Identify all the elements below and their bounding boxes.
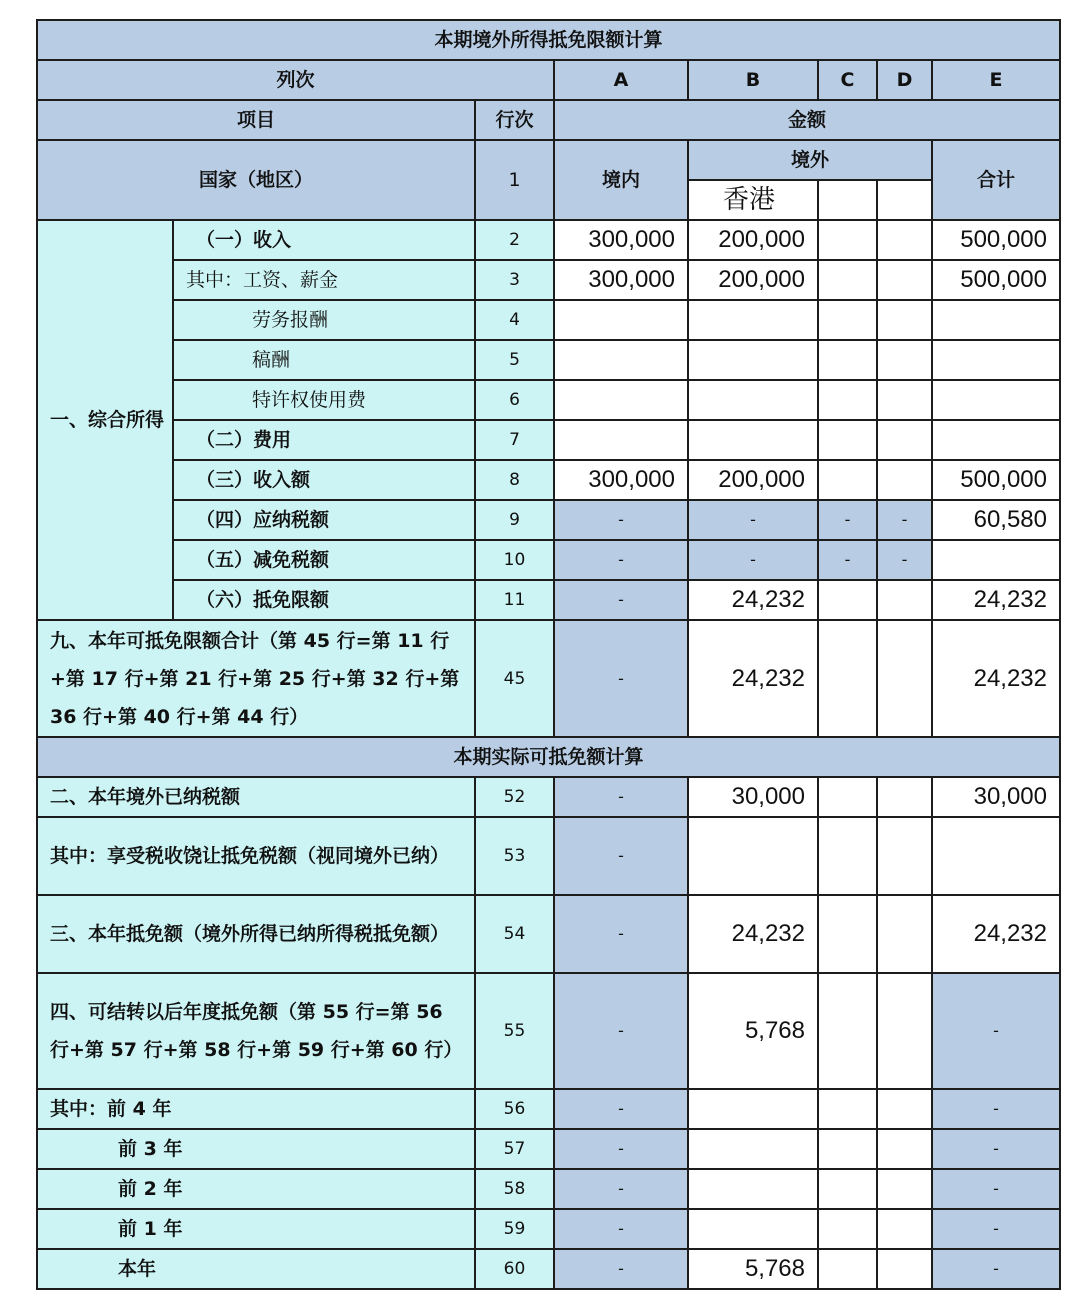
cell-b: 24,232 <box>688 580 818 620</box>
cell-a: - <box>554 973 688 1089</box>
cell-b: - <box>688 540 818 580</box>
cell-e <box>932 340 1060 380</box>
cell-e: 24,232 <box>932 580 1060 620</box>
cell-d <box>877 1209 932 1249</box>
cell-c <box>818 300 877 340</box>
table-row <box>37 380 1060 420</box>
cell-a: - <box>554 1209 688 1249</box>
cell-b <box>688 300 818 340</box>
cell-d <box>877 895 932 973</box>
cell-e: - <box>932 973 1060 1089</box>
cell-b: 5,768 <box>688 1249 818 1289</box>
tax-credit-table <box>36 19 1061 1290</box>
cell-b: 30,000 <box>688 777 818 817</box>
cell-c <box>818 420 877 460</box>
cell-d <box>877 1089 932 1129</box>
total-header: 合计 <box>932 140 1060 220</box>
row-line-no: 8 <box>475 460 554 500</box>
cell-d <box>877 220 932 260</box>
overseas-header: 境外 <box>688 140 932 180</box>
cell-b <box>688 1129 818 1169</box>
cell-c <box>818 620 877 737</box>
table-row <box>37 895 1060 973</box>
cell-a <box>554 300 688 340</box>
cell-d <box>877 300 932 340</box>
row-label: 四、可结转以后年度抵免额（第 55 行=第 56 行+第 57 行+第 58 行+第 59 行+第 60 行） <box>37 973 475 1089</box>
table-row <box>37 973 1060 1089</box>
cell-e: - <box>932 1129 1060 1169</box>
cell-a: 300,000 <box>554 460 688 500</box>
column-order-header: 列次 <box>37 60 554 100</box>
country-blank-d <box>877 180 932 220</box>
cell-b: 200,000 <box>688 220 818 260</box>
cell-c <box>818 380 877 420</box>
table-row <box>37 420 1060 460</box>
cell-d <box>877 817 932 895</box>
country-blank-c <box>818 180 877 220</box>
row-line-no: 4 <box>475 300 554 340</box>
cell-a: 300,000 <box>554 260 688 300</box>
row-label: （三）收入额 <box>173 460 475 500</box>
cell-c <box>818 580 877 620</box>
cell-e: 500,000 <box>932 220 1060 260</box>
row-label: 其中：工资、薪金 <box>173 260 475 300</box>
row-line-no: 60 <box>475 1249 554 1289</box>
table-row <box>37 340 1060 380</box>
cell-b <box>688 817 818 895</box>
table-row <box>37 1129 1060 1169</box>
cell-d <box>877 580 932 620</box>
cell-b: - <box>688 500 818 540</box>
row-label: （六）抵免限额 <box>173 580 475 620</box>
cell-d <box>877 777 932 817</box>
line-no-header: 行次 <box>475 100 554 140</box>
table-row <box>37 620 1060 737</box>
cell-c: - <box>818 540 877 580</box>
cell-a: - <box>554 540 688 580</box>
cell-c <box>818 817 877 895</box>
cell-c <box>818 895 877 973</box>
cell-a: - <box>554 580 688 620</box>
cell-b <box>688 340 818 380</box>
cell-d <box>877 260 932 300</box>
cell-a <box>554 380 688 420</box>
cell-a: - <box>554 895 688 973</box>
row-line-no: 58 <box>475 1169 554 1209</box>
cell-a: - <box>554 1249 688 1289</box>
cell-e: 60,580 <box>932 500 1060 540</box>
row-label: 其中：前 4 年 <box>37 1089 475 1129</box>
cell-b: 200,000 <box>688 260 818 300</box>
cell-a: - <box>554 1129 688 1169</box>
row-line-no: 6 <box>475 380 554 420</box>
cell-c <box>818 777 877 817</box>
cell-c <box>818 1169 877 1209</box>
cell-e <box>932 817 1060 895</box>
cell-a: - <box>554 1089 688 1129</box>
row-line-no: 11 <box>475 580 554 620</box>
row-line-no: 57 <box>475 1129 554 1169</box>
country-region-header: 国家（地区） <box>37 140 475 220</box>
cell-e: - <box>932 1169 1060 1209</box>
cell-d <box>877 340 932 380</box>
cell-c <box>818 973 877 1089</box>
cell-b <box>688 420 818 460</box>
row-line-no: 10 <box>475 540 554 580</box>
table-row <box>37 300 1060 340</box>
cell-c <box>818 340 877 380</box>
cell-e: - <box>932 1209 1060 1249</box>
cell-b: 200,000 <box>688 460 818 500</box>
col-letter-e: E <box>932 60 1060 100</box>
cell-e: 24,232 <box>932 895 1060 973</box>
col-letter-d: D <box>877 60 932 100</box>
row-line-no: 52 <box>475 777 554 817</box>
row-label: 二、本年境外已纳税额 <box>37 777 475 817</box>
table-row <box>37 817 1060 895</box>
cell-d: - <box>877 540 932 580</box>
cell-d <box>877 620 932 737</box>
cell-a <box>554 420 688 460</box>
group-label-comprehensive: 一、综合所得 <box>37 220 173 620</box>
amount-header: 金额 <box>554 100 1060 140</box>
cell-b: 5,768 <box>688 973 818 1089</box>
row-line-no: 56 <box>475 1089 554 1129</box>
cell-c <box>818 460 877 500</box>
row-line-no: 55 <box>475 973 554 1089</box>
table-row <box>37 220 1060 260</box>
row-line-no: 2 <box>475 220 554 260</box>
country-hongkong: 香港 <box>688 180 818 220</box>
cell-c: - <box>818 500 877 540</box>
row-line-no: 54 <box>475 895 554 973</box>
cell-c <box>818 1129 877 1169</box>
cell-e <box>932 300 1060 340</box>
cell-a: - <box>554 817 688 895</box>
section-title-limit: 本期境外所得抵免限额计算 <box>37 20 1060 60</box>
cell-b <box>688 1089 818 1129</box>
col-letter-c: C <box>818 60 877 100</box>
cell-e: 24,232 <box>932 620 1060 737</box>
cell-c <box>818 260 877 300</box>
cell-a: 300,000 <box>554 220 688 260</box>
cell-e: 30,000 <box>932 777 1060 817</box>
cell-e: - <box>932 1249 1060 1289</box>
table-row <box>37 1209 1060 1249</box>
cell-e <box>932 380 1060 420</box>
cell-c <box>818 1209 877 1249</box>
row-line-no: 9 <box>475 500 554 540</box>
cell-a: - <box>554 500 688 540</box>
cell-e <box>932 420 1060 460</box>
row-label: 劳务报酬 <box>173 300 475 340</box>
cell-a: - <box>554 620 688 737</box>
row-label: 前 1 年 <box>37 1209 475 1249</box>
table-row <box>37 500 1060 540</box>
country-line-no: 1 <box>475 140 554 220</box>
cell-a <box>554 340 688 380</box>
row-line-no: 7 <box>475 420 554 460</box>
cell-d <box>877 1129 932 1169</box>
row-label: （一）收入 <box>173 220 475 260</box>
row-label: 九、本年可抵免限额合计（第 45 行=第 11 行+第 17 行+第 21 行+第 25 行+第 32 行+第 36 行+第 40 行+第 44 行） <box>37 620 475 737</box>
col-letter-a: A <box>554 60 688 100</box>
cell-d <box>877 1169 932 1209</box>
row-label: 稿酬 <box>173 340 475 380</box>
table-row <box>37 1249 1060 1289</box>
cell-e: 500,000 <box>932 260 1060 300</box>
cell-d <box>877 460 932 500</box>
section-title-actual: 本期实际可抵免额计算 <box>37 737 1060 777</box>
row-line-no: 53 <box>475 817 554 895</box>
row-label: 前 3 年 <box>37 1129 475 1169</box>
table-row <box>37 460 1060 500</box>
row-line-no: 3 <box>475 260 554 300</box>
row-label: 本年 <box>37 1249 475 1289</box>
cell-c <box>818 1249 877 1289</box>
cell-e: - <box>932 1089 1060 1129</box>
cell-b <box>688 380 818 420</box>
cell-e <box>932 540 1060 580</box>
table-row <box>37 777 1060 817</box>
row-label: 其中：享受税收饶让抵免税额（视同境外已纳） <box>37 817 475 895</box>
row-label: （五）减免税额 <box>173 540 475 580</box>
row-line-no: 5 <box>475 340 554 380</box>
row-line-no: 59 <box>475 1209 554 1249</box>
cell-b <box>688 1209 818 1249</box>
cell-a: - <box>554 777 688 817</box>
table-row <box>37 260 1060 300</box>
table-row <box>37 1169 1060 1209</box>
row-line-no: 45 <box>475 620 554 737</box>
table-row <box>37 580 1060 620</box>
domestic-header: 境内 <box>554 140 688 220</box>
cell-d: - <box>877 500 932 540</box>
row-label: （二）费用 <box>173 420 475 460</box>
cell-b: 24,232 <box>688 895 818 973</box>
cell-d <box>877 420 932 460</box>
table-row <box>37 1089 1060 1129</box>
cell-b: 24,232 <box>688 620 818 737</box>
row-label: （四）应纳税额 <box>173 500 475 540</box>
cell-c <box>818 220 877 260</box>
cell-c <box>818 1089 877 1129</box>
cell-e: 500,000 <box>932 460 1060 500</box>
row-label: 特许权使用费 <box>173 380 475 420</box>
item-header: 项目 <box>37 100 475 140</box>
row-label: 前 2 年 <box>37 1169 475 1209</box>
cell-b <box>688 1169 818 1209</box>
row-label: 三、本年抵免额（境外所得已纳所得税抵免额） <box>37 895 475 973</box>
cell-d <box>877 973 932 1089</box>
cell-d <box>877 1249 932 1289</box>
table-row <box>37 540 1060 580</box>
col-letter-b: B <box>688 60 818 100</box>
cell-d <box>877 380 932 420</box>
cell-a: - <box>554 1169 688 1209</box>
